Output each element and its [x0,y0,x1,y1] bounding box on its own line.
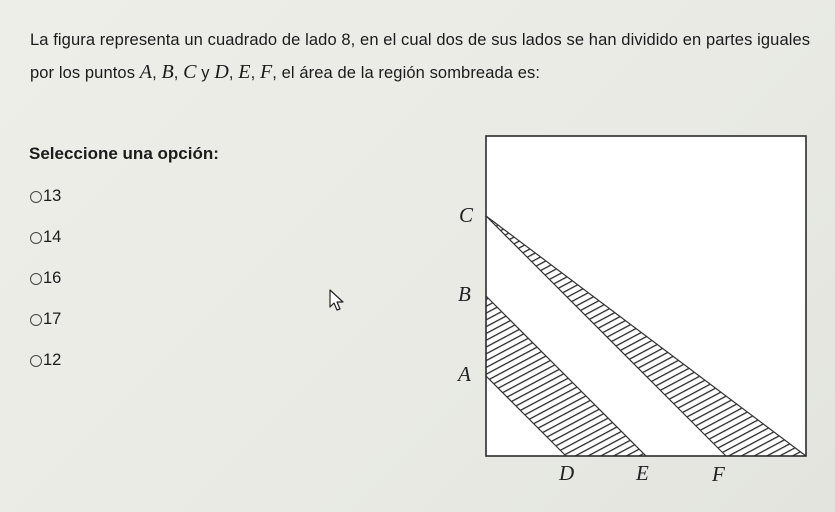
question-mid: y [196,64,215,82]
label-a: A [458,362,471,386]
question-sep2: , [173,64,184,82]
option-label: 14 [43,228,62,246]
label-e: E [636,461,649,485]
question-sep1: , [152,64,162,82]
option-label: 16 [43,269,62,287]
question-sep3: , [228,64,239,82]
var-a: A [139,61,153,83]
question-part2: , el área de la región sombreada es: [272,64,541,82]
option-label: 13 [43,187,62,205]
var-c: C [183,61,197,83]
label-c: C [459,203,474,227]
option-label: 17 [43,310,62,328]
options-prompt: Seleccione una opción: [29,144,219,163]
option-label: 12 [43,351,62,369]
var-f: F [259,61,273,83]
var-d: D [214,61,229,83]
var-e: E [238,61,251,83]
question-part1: La figura representa un cuadrado de lado 8, en el cual dos de sus lados se han dividido en partes iguales por los puntos [30,31,811,82]
label-f: F [712,462,725,486]
label-d: D [559,461,575,485]
question-sep4: , [250,64,260,82]
label-b: B [458,282,471,306]
var-b: B [161,61,174,83]
